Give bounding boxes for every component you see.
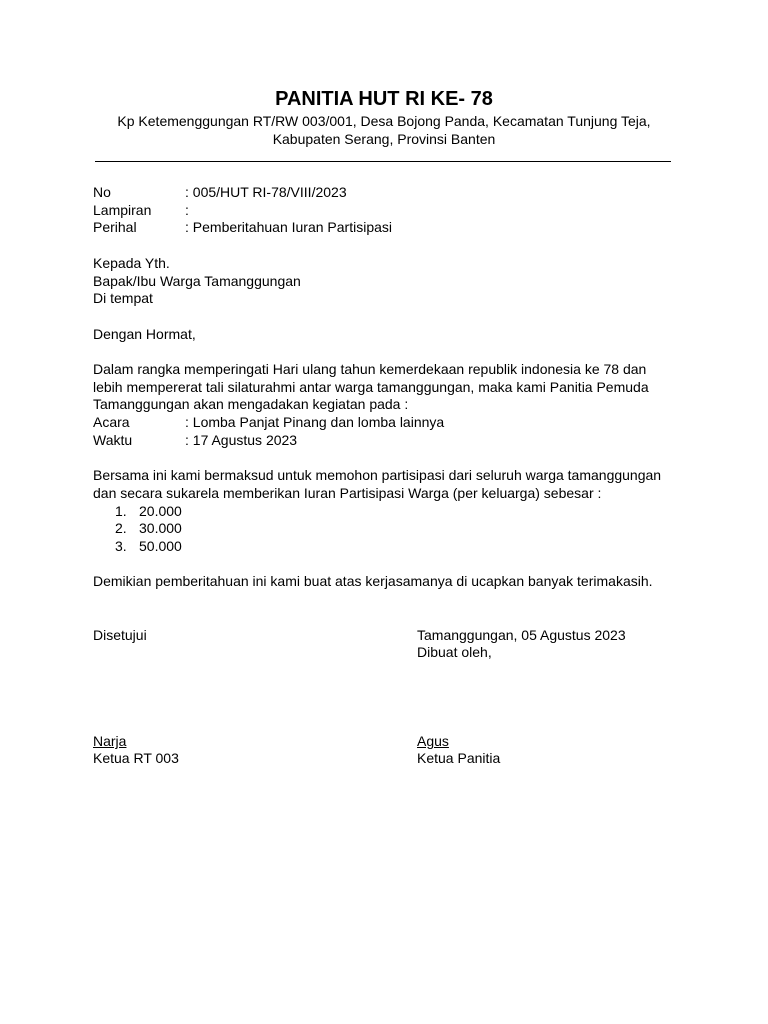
right-signatory-name: Agus (417, 733, 449, 749)
acara-label: Acara (93, 414, 130, 430)
lampiran-label: Lampiran (93, 202, 152, 218)
address-line-1: Kp Ketemenggungan RT/RW 003/001, Desa Bojong Panda, Kecamatan Tunjung Teja, (117, 113, 651, 129)
paragraph-2-line-1: Bersama ini kami bermaksud untuk memohon partisipasi dari seluruh warga tamanggungan (93, 467, 662, 483)
option-amount: 20.000 (139, 503, 182, 519)
option-number: 2. (115, 520, 127, 536)
no-value: : 005/HUT RI-78/VIII/2023 (185, 184, 347, 200)
option-amount: 50.000 (139, 538, 182, 554)
lampiran-value: : (185, 202, 189, 218)
prepared-by-heading: Dibuat oleh, (417, 644, 492, 660)
acara-value: : Lomba Panjat Pinang dan lomba lainnya (185, 414, 445, 430)
right-signatory-title: Ketua Panitia (417, 750, 501, 766)
header-divider (95, 161, 671, 162)
letter-title: PANITIA HUT RI KE- 78 (275, 88, 493, 110)
paragraph-1-line-3: Tamanggungan akan mengadakan kegiatan pada : (93, 396, 409, 412)
recipient-line-2: Bapak/Ibu Warga Tamanggungan (93, 273, 301, 289)
waktu-value: : 17 Agustus 2023 (185, 432, 298, 448)
paragraph-1-line-2: lebih mempererat tali silaturahmi antar warga tamanggungan, maka kami Panitia Pemuda (93, 379, 649, 395)
closing-sentence: Demikian pemberitahuan ini kami buat atas kerjasamanya di ucapkan banyak terimakasih. (93, 573, 653, 589)
left-signatory-title: Ketua RT 003 (93, 750, 179, 766)
option-number: 3. (115, 538, 127, 554)
perihal-value: : Pemberitahuan Iuran Partisipasi (185, 219, 392, 235)
waktu-label: Waktu (93, 432, 133, 448)
place-date: Tamanggungan, 05 Agustus 2023 (417, 627, 626, 643)
perihal-label: Perihal (93, 219, 137, 235)
option-amount: 30.000 (139, 520, 182, 536)
paragraph-2-line-2: dan secara sukarela memberikan Iuran Partisipasi Warga (per keluarga) sebesar : (93, 485, 602, 501)
recipient-line-1: Kepada Yth. (93, 255, 170, 271)
address-line-2: Kabupaten Serang, Provinsi Banten (272, 131, 496, 147)
recipient-line-3: Di tempat (93, 290, 153, 306)
option-number: 1. (115, 503, 127, 519)
no-label: No (93, 184, 111, 200)
greeting: Dengan Hormat, (93, 326, 196, 342)
paragraph-1-line-1: Dalam rangka memperingati Hari ulang tahun kemerdekaan republik indonesia ke 78 dan (93, 361, 647, 377)
left-signatory-name: Narja (93, 733, 127, 749)
approval-heading: Disetujui (93, 627, 147, 643)
